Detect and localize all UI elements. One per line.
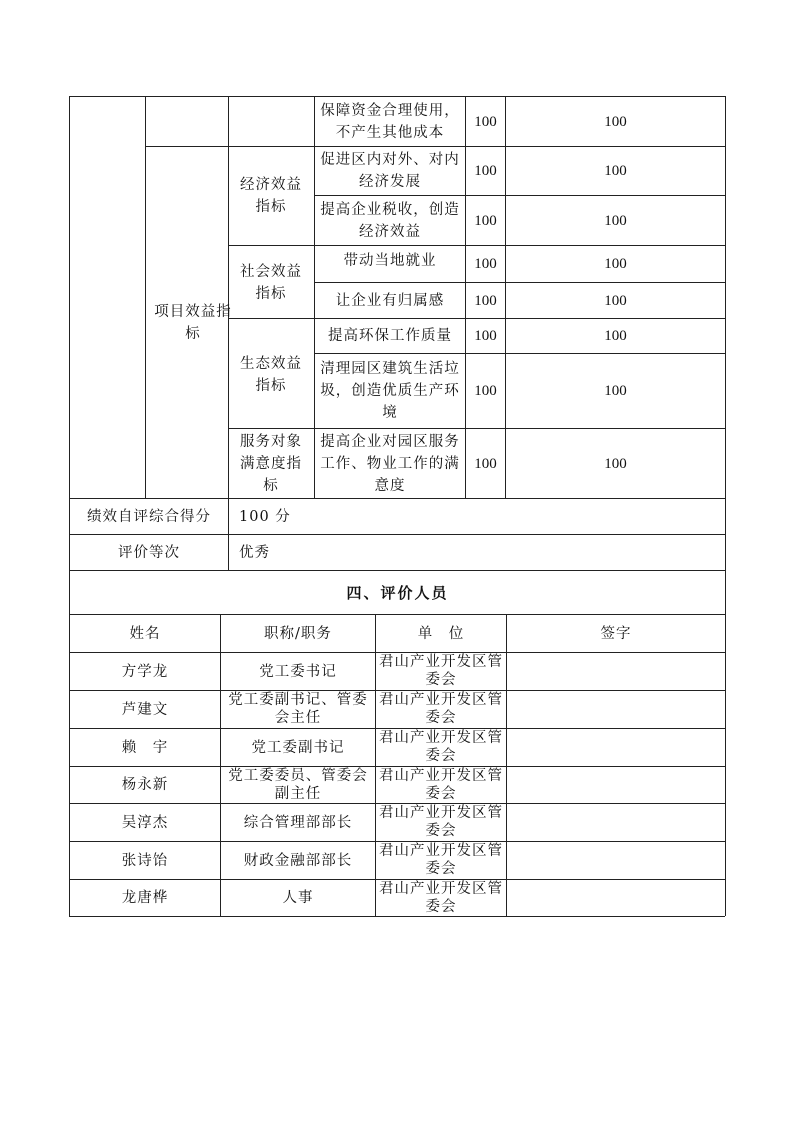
table-border-right [725,96,726,916]
person-name: 吴淳杰 [121,814,169,831]
indicator-text: 保障资金合理使用，不产生其他成本 [320,102,460,141]
ecological-benefit-label: 生态效益指标 [240,356,302,394]
satisfaction-label: 服务对象满意度指标 [240,433,302,494]
person-unit: 君山产业开发区管委会 [379,881,503,915]
target-value: 100 [474,328,497,344]
economic-benefit-label: 经济效益指标 [240,177,302,215]
secondary-indicator-label: 项目效益指标 [154,304,232,342]
person-unit: 君山产业开发区管委会 [379,768,503,802]
score-label: 绩效自评综合得分 [87,508,211,525]
target-value: 100 [474,256,497,272]
target-value: 100 [474,212,497,229]
person-unit: 君山产业开发区管委会 [379,654,503,688]
social-benefit-label: 社会效益指标 [240,264,302,302]
indicator-text: 清理园区建筑生活垃圾，创造优质生产环境 [320,361,460,421]
person-title: 党工委书记 [259,663,337,680]
actual-value: 100 [604,256,627,272]
grade-value: 优秀 [239,544,270,561]
grid-line [314,96,315,498]
column-header-title: 职称/职务 [264,625,332,642]
person-name: 赖 宇 [121,739,169,756]
score-value: 100 分 [239,508,291,525]
actual-value: 100 [604,212,627,229]
target-value: 100 [474,113,497,130]
signature-field[interactable] [507,729,725,766]
person-unit: 君山产业开发区管委会 [379,805,503,839]
person-title: 党工委委员、管委会副主任 [228,768,368,802]
person-name: 方学龙 [121,663,169,680]
person-unit: 君山产业开发区管委会 [379,843,503,877]
column-header-signature: 签字 [600,625,632,642]
signature-field[interactable] [507,880,725,916]
person-name: 芦建文 [121,701,169,718]
actual-value: 100 [604,455,627,472]
target-value: 100 [474,383,497,399]
indicator-text: 提高企业对园区服务工作、物业工作的满意度 [320,433,460,494]
actual-value: 100 [604,113,627,130]
actual-value: 100 [604,383,627,399]
target-value: 100 [474,163,497,179]
indicator-text: 促进区内对外、对内经济发展 [320,152,460,190]
indicator-text: 提高环保工作质量 [328,328,452,344]
grid-line [375,614,376,916]
indicator-text: 提高企业税收，创造经济效益 [320,201,460,240]
column-header-unit: 单 位 [417,625,465,642]
signature-field[interactable] [507,842,725,879]
table-border-bottom [69,916,725,917]
person-title: 党工委副书记、管委会主任 [228,692,368,726]
actual-value: 100 [604,163,627,179]
target-value: 100 [474,455,497,472]
person-title: 党工委副书记 [251,739,345,756]
grid-line [145,96,146,498]
person-title: 人事 [282,890,314,906]
person-unit: 君山产业开发区管委会 [379,730,503,764]
grade-label: 评价等次 [118,544,180,561]
signature-field[interactable] [507,767,725,803]
actual-value: 100 [604,292,627,309]
person-name: 张诗饴 [121,852,169,869]
person-title: 财政金融部部长 [243,852,353,869]
indicator-text: 让企业有归属感 [335,292,445,309]
person-name: 龙唐桦 [121,890,169,906]
signature-field[interactable] [507,691,725,728]
indicator-text: 带动当地就业 [343,253,437,269]
target-value: 100 [474,292,497,309]
actual-value: 100 [604,328,627,344]
person-unit: 君山产业开发区管委会 [379,692,503,726]
section-title: 四、评价人员 [346,583,449,602]
person-name: 杨永新 [121,777,169,793]
person-title: 综合管理部部长 [243,814,353,831]
signature-field[interactable] [507,804,725,841]
signature-field[interactable] [507,653,725,690]
column-header-name: 姓名 [129,625,161,642]
